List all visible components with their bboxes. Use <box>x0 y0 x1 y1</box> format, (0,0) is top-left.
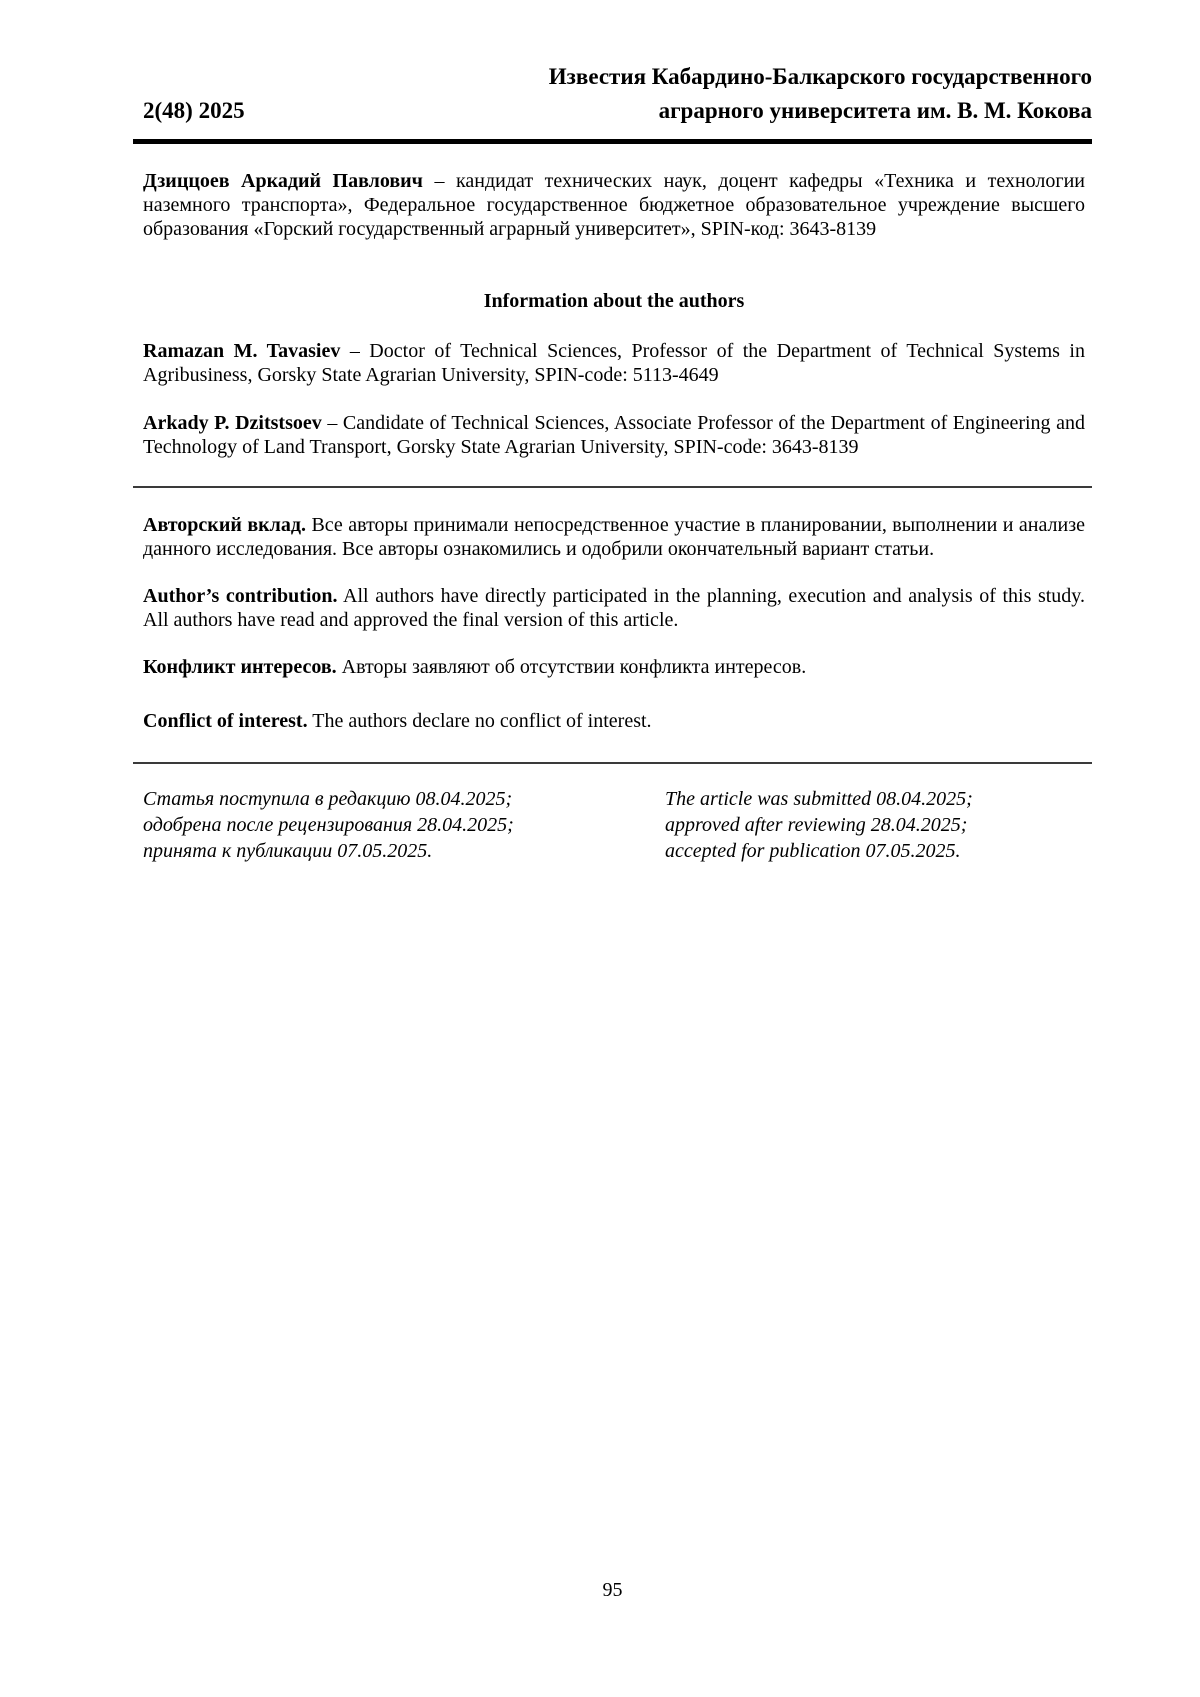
date-submitted-ru: Статья поступила в редакцию 08.04.2025; <box>143 788 513 810</box>
conflict-ru-label: Конфликт интересов. <box>143 656 337 678</box>
date-accepted-ru: принята к публикации 07.05.2025. <box>143 840 433 862</box>
contribution-ru-text: Все авторы принимали непосредственное участие в планировании, выполнении и анализе данного исследования. Все авторы ознакомились и одобрили окончательный вариант статьи. <box>143 514 1085 560</box>
date-submitted-en: The article was submitted 08.04.2025; <box>665 788 973 810</box>
divider-rule-bottom <box>133 762 1092 764</box>
date-approved-ru: одобрена после рецензирования 28.04.2025; <box>143 814 514 836</box>
contribution-en-text: All authors have directly participated in the planning, execution and analysis of this study. All authors have read and approved the final version of this article. <box>143 585 1085 631</box>
author-bio-ru <box>133 169 1092 241</box>
conflict-en-label: Conflict of interest. <box>143 710 308 732</box>
author-name-en-2: Arkady P. Dzitstsoev <box>143 412 322 434</box>
page-number: 95 <box>602 1579 623 1601</box>
author-bio-ru-text: – кандидат технических наук, доцент кафедры «Техника и технологии наземного транспорта», Федеральное государственное бюджетное образовательное учреждение высшего образования «Горский государственный аграрный университет», SPIN-код: 3643-8139 <box>143 170 1085 240</box>
journal-title-line1: Известия Кабардино-Балкарского государственного <box>548 64 1092 89</box>
journal-title <box>549 60 1092 128</box>
journal-title-line2: аграрного университета им. В. М. Кокова <box>658 98 1092 123</box>
contribution-en-label: Author’s contribution. <box>143 585 338 607</box>
author-info-en-2-text: – Candidate of Technical Sciences, Associate Professor of the Department of Engineering and Technology of Land Transport, Gorsky State Agrarian University, SPIN-code: 3643-8139 <box>143 412 1085 458</box>
author-info-en-2 <box>133 411 1092 459</box>
date-accepted-en: accepted for publication 07.05.2025. <box>665 840 961 862</box>
section-heading-authors-info: Information about the authors <box>483 290 745 312</box>
page-content <box>133 0 1092 864</box>
header-rule <box>133 139 1092 144</box>
submission-dates-en <box>665 786 1092 864</box>
conflict-of-interest-ru <box>133 655 1092 679</box>
divider-rule-top <box>133 486 1092 488</box>
contribution-ru-label: Авторский вклад. <box>143 514 306 536</box>
conflict-ru-text: Авторы заявляют об отсутствии конфликта интересов. <box>336 656 807 678</box>
conflict-en-text: The authors declare no conflict of interest. <box>307 710 652 732</box>
author-info-en-1 <box>133 339 1092 387</box>
date-approved-en: approved after reviewing 28.04.2025; <box>665 814 968 836</box>
contribution-ru <box>133 513 1092 561</box>
submission-dates <box>133 786 1092 864</box>
issue-number: 2(48) 2025 <box>143 98 245 123</box>
author-name-ru: Дзиццоев Аркадий Павлович <box>143 170 423 192</box>
contribution-en <box>133 584 1092 632</box>
page-header <box>133 0 1092 139</box>
author-info-en-1-text: – Doctor of Technical Sciences, Professor of the Department of Technical Systems in Agribusiness, Gorsky State Agrarian University, SPIN-code: 5113-4649 <box>143 340 1085 386</box>
author-name-en-1: Ramazan M. Tavasiev <box>143 340 341 362</box>
conflict-of-interest-en <box>133 709 1092 733</box>
submission-dates-ru <box>143 786 665 864</box>
